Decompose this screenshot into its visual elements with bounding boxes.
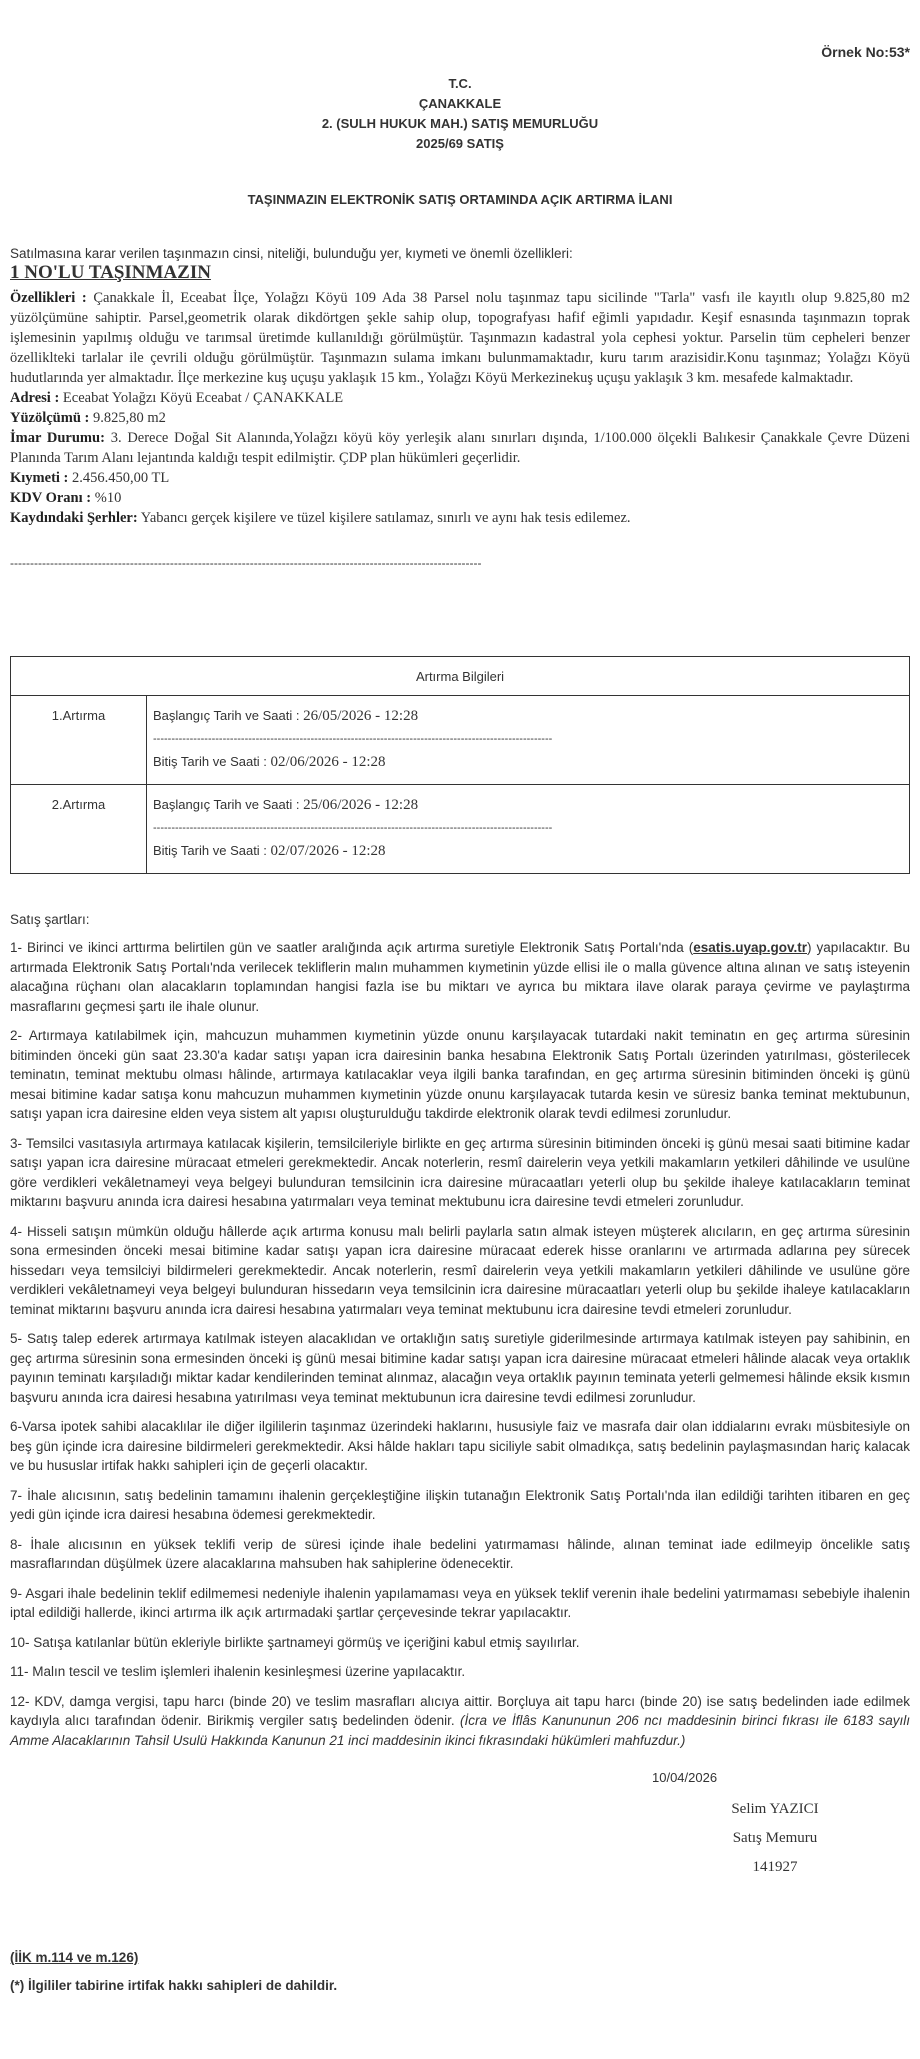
term-12-note: (İcra ve İflâs Kanununun 206 ncı maddesinin birinci fıkrası ile 6183 sayılı Amme Alacaklarının Tahsil Usulü Hakkında Kanunun 21 inci maddesinin ikinci fıkrasındaki hükümleri mahfuzdur.) xyxy=(10,1713,910,1748)
features-text: Çanakkale İl, Eceabat İlçe, Yolağzı Köyü 109 Ada 38 Parsel nolu taşınmaz tapu sicilinde "Tarla" vasfı ile kayıtlı olup 9.825,80 m2 yüzölçümüne sahiptir. Parsel,geometrik olarak dikdörtgen şekle sahip olup, topografyası hafif eğimli yapıdadır. Keşif esnasında taşınmazın toprak işlemesinin yapılmış olduğu ve tarımsal üretimde kullanıldığı görülmüştür. Taşınmazın kadastral yola cephesi yoktur. Parselin tüm cepheleri benzer özelliklteki tarlalar ile çevrili olduğu görülmüştür. Taşınmazın sulama imkanı bulunmamaktadır, kuru tarım arazisidir.Konu taşınmaz; Yolağzı Köyü hudutlarında yer almaktadır. İlçe merkezine kuş uçuşu yaklaşık 15 km., Yolağzı Köyü Merkezinekuş uçuşu yaklaşık 3 km. mesafede kalmaktadır. xyxy=(10,290,911,386)
round-dates xyxy=(147,696,910,785)
area-value: 9.825,80 m2 xyxy=(92,410,166,426)
header-file-no: 2025/69 SATIŞ xyxy=(416,136,504,151)
esatis-link[interactable]: esatis.uyap.gov.tr xyxy=(693,940,807,955)
law-reference: (İİK m.114 ve m.126) xyxy=(10,1950,139,1965)
header-tc: T.C. xyxy=(448,76,472,91)
term-9: 9- Asgari ihale bedelinin teklif edilmemesi nedeniyle ihalenin yapılamaması veya en yüksek teklif verenin ihale bedelini yatırmaması sebebiyle ihalenin iptal edildiği hallerde, ikinci artırma ilk açık artırmadaki şartlar çerçevesinde tekrar yapılacaktır. xyxy=(10,1585,910,1620)
terms-heading: Satış şartları: xyxy=(10,912,90,927)
signer-title: Satış Memuru xyxy=(732,1830,818,1846)
round-dates xyxy=(147,785,910,874)
end-label: Bitiş Tarih ve Saati : xyxy=(153,754,267,769)
term-10: 10- Satışa katılanlar bütün ekleriyle birlikte şartnameyi görmüş ve içeriğini kabul etmiş sayılırlar. xyxy=(10,1634,580,1650)
round-separator: ------------------------------------------------------------------------------------------------------------- xyxy=(153,822,553,834)
term-1-text-cont: ) yapılacaktır. Bu artırmada Elektronik Satış Portalı'nda verilecek tekliflerin malın muhammen kıymetinin yüzde ellisi ile o malla güvence altına alınan ve satış isteyenin alacağına rüçhanı olan alacakların toplamından hangisi fazla ise bu miktarı ve ayrıca bu miktara ilave olarak paraya çevirme ve paylaştırma masraflarını geçmesi şartı ile ihale olunur. xyxy=(10,940,910,1014)
term-1 xyxy=(10,938,910,1016)
term-12-text: 12- KDV, damga vergisi, tapu harcı (binde 20) ve teslim masrafları alıcıya aittir. Borçluya ait tapu harcı (binde 20) ise satış bedelinden iade edilmek kaydıyla alıcı tarafından ödenir. Birikmiş vergiler satış bedelinden ödenir. xyxy=(10,1693,910,1728)
encumbrance-value: Yabancı gerçek kişilere ve tüzel kişilere satılamaz, sınırlı ve aynı hak tesis edilemez. xyxy=(140,510,631,526)
property-details xyxy=(10,288,910,528)
term-1-text: 1- Birinci ve ikinci arttırma belirtilen gün ve saatler aralığında açık artırma suretiyle Elektronik Satış Portalı'nda ( xyxy=(10,940,694,955)
area-label: Yüzölçümü : xyxy=(10,410,90,426)
signer-id: 141927 xyxy=(752,1859,798,1875)
signature-block xyxy=(675,1795,875,1882)
term-3: 3- Temsilci vasıtasıyla artırmaya katılacak kişilerin, temsilcileriyle birlikte en geç artırma süresinin bitiminden önceki iş günü mesai saati bitimine kadar satışı yapan icra dairesine müracaat etmeleri gerekmektedir. Ancak noterlerin, resmî dairelerin veya yetkili makamların yetkileri dâhilinde ve usulüne göre verdikleri vekâletnameyi veya belgeyi bulunduran temsilcinin icra dairesine müracaatları yeterli olup bu şekilde ihaleye katılacakların teminat miktarını başvuru anında icra dairesi hesabına yatırmaları veya teminat mektubunu icra dairesine tevdi etmeleri zorunludur. xyxy=(10,1135,910,1209)
features-label: Özellikleri : xyxy=(10,290,87,306)
address-label: Adresi : xyxy=(10,390,60,406)
auction-table-header: Artırma Bilgileri xyxy=(11,657,910,696)
header-office: 2. (SULH HUKUK MAH.) SATIŞ MEMURLUĞU xyxy=(321,116,599,131)
property-zoning xyxy=(10,428,910,468)
term-12 xyxy=(10,1692,910,1751)
vat-value: %10 xyxy=(94,490,122,506)
encumbrance-label: Kaydındaki Şerhler: xyxy=(10,510,138,526)
vat-label: KDV Oranı : xyxy=(10,490,92,506)
signature-date: 10/04/2026 xyxy=(652,1770,718,1785)
round-name: 1.Artırma xyxy=(11,696,147,785)
example-number: Örnek No:53* xyxy=(821,44,910,60)
terms-list xyxy=(10,938,910,1760)
term-7: 7- İhale alıcısının, satış bedelinin tamamını ihalenin gerçekleştiğine ilişkin tutanağın Elektronik Satış Portalı'nda ilan edildiği tarihten itibaren en geç yedi gün içinde icra dairesi hesabına ödemesi gerekmektedir. xyxy=(10,1487,910,1522)
term-11: 11- Malın tescil ve teslim işlemleri ihalenin kesinleşmesi üzerine yapılacaktır. xyxy=(10,1664,466,1679)
term-8: 8- İhale alıcısının en yüksek teklifi verip de süresi içinde ihale bedelini yatırmaması hâlinde, alınan teminat iade edilmeyip öncelikle satış masraflarından düşülmek üzere alacaklarına mahsuben hak sahiplerine ödenecektir. xyxy=(10,1536,910,1571)
value-label: Kıymeti : xyxy=(10,470,69,486)
property-divider: ---------------------------------------------------------------------------------------------------------------------- xyxy=(10,556,482,570)
property-value xyxy=(10,468,910,488)
property-area xyxy=(10,408,910,428)
end-datetime: 02/06/2026 - 12:28 xyxy=(270,754,386,770)
property-features xyxy=(10,288,910,388)
auction-table xyxy=(10,656,910,874)
intro-text: Satılmasına karar verilen taşınmazın cinsi, niteliği, bulunduğu yer, kıymeti ve önemli özellikleri: xyxy=(10,246,573,261)
round-name: 2.Artırma xyxy=(11,785,147,874)
property-address xyxy=(10,388,910,408)
zoning-value: 3. Derece Doğal Sit Alanında,Yolağzı köyü köy yerleşik alanı sınırları dışında, 1/100.000 ölçekli Balıkesir Çanakkale Çevre Düzeni Planında Tarım Alanı lejantında kaldığı tespit edilmiştir. ÇDP plan hükümleri geçerlidir. xyxy=(10,430,911,466)
document-header xyxy=(10,74,910,154)
table-row xyxy=(11,696,910,785)
address-value: Eceabat Yolağzı Köyü Eceabat / ÇANAKKALE xyxy=(62,390,344,406)
term-6: 6-Varsa ipotek sahibi alacaklılar ile diğer ilgililerin taşınmaz üzerindeki haklarını, hususiyle faiz ve masrafa dair olan iddialarını evrakı müsbitesiyle on beş gün içinde icra dairesine bildirmeleri gerekmektedir. Aksi hâlde hakları tapu siciliyle sabit olmadıkça, satış bedelinin paylaşmasından hariç kalacak ve bu hususlar irtifak hakkı sahipleri için de geçerli olacaktır. xyxy=(10,1419,910,1473)
property-encumbrance xyxy=(10,508,910,528)
start-label: Başlangıç Tarih ve Saati : xyxy=(153,708,300,723)
end-label: Bitiş Tarih ve Saati : xyxy=(153,843,267,858)
announcement-title: TAŞINMAZIN ELEKTRONİK SATIŞ ORTAMINDA AÇIK ARTIRMA İLANI xyxy=(247,192,673,207)
table-row xyxy=(11,785,910,874)
start-label: Başlangıç Tarih ve Saati : xyxy=(153,797,300,812)
start-datetime: 25/06/2026 - 12:28 xyxy=(303,797,419,813)
round-separator: ------------------------------------------------------------------------------------------------------------- xyxy=(153,733,553,745)
value-amount: 2.456.450,00 TL xyxy=(72,470,170,486)
signer-name: Selim YAZICI xyxy=(731,1801,819,1817)
zoning-label: İmar Durumu: xyxy=(10,430,105,446)
property-title: 1 NO'LU TAŞINMAZIN xyxy=(10,262,211,283)
term-5: 5- Satış talep ederek artırmaya katılmak isteyen alacaklıdan ve ortaklığın satış suretiyle giderilmesinde artırmaya katılmak isteyen pay sahibinin, en geç artırma süresinin sona ermesinden önceki iş günü mesai bitimine kadar satışı yapan icra dairesine müracaat etmeleri hâlinde alacak veya ortaklık payının teminatı karşıladığı miktar kadar kendilerinden teminat alınmaz, alacağın veya ortaklık payının teminata yeterli gelmemesi hâlinde eksik kısmın başvuru anında icra dairesi hesabına yatırılması veya teminat mektubunun icra dairesine tevdi edilmesi zorunludur. xyxy=(10,1331,910,1405)
property-vat xyxy=(10,488,910,508)
term-4: 4- Hisseli satışın mümkün olduğu hâllerde açık artırma konusu malı belirli paylarla satın almak isteyen müşterek alıcıların, en geç artırma süresinin sona ermesinden önceki mesai bitimine kadar satışı yapan icra dairesine müracaat ederek hisse oranlarını ve artırmada adlarına pey sürecek hissedarı veya temsilciyi bildirmeleri gerekmektedir. Ancak noterlerin, resmî dairelerin veya yetkili makamların yetkileri dâhilinde ve usulüne göre verdikleri vekâletnameyi veya belgeyi bulunduran hissedarın veya temsilcinin icra dairesine müracaatları yeterli olup bu şekilde ihaleye katılacakların teminat miktarını başvuru anında icra dairesi hesabına yatırmaları veya teminat mektubunu icra dairesine tevdi etmeleri zorunludur. xyxy=(10,1223,910,1317)
end-datetime: 02/07/2026 - 12:28 xyxy=(270,843,386,859)
header-city: ÇANAKKALE xyxy=(418,96,502,111)
start-datetime: 26/05/2026 - 12:28 xyxy=(303,708,419,724)
footnote: (*) İlgililer tabirine irtifak hakkı sahipleri de dahildir. xyxy=(10,1978,338,1993)
term-2: 2- Artırmaya katılabilmek için, mahcuzun muhammen kıymetinin yüzde onunu karşılayacak tutardaki nakit teminatın en geç artırma süresinin bitiminden önceki gün saat 23.30'a kadar satışı yapan icra dairesinin banka hesabına Elektronik Satış Portalı üzerinden yatırılması, gösterilecek teminatın, teminat mektubu olması hâlinde, artırmaya katılacaklar veya ilgili banka tarafından, en geç artırma süresinin bitiminden önceki iş günü mesai bitimine kadar satışa konu mahcuzun muhammen kıymetinin yüzde onunu karşılayacak tutarda kesin ve süresiz banka teminat mektubunun, satışı yapan icra dairesine elden veya sistem alt yapısı oluşturulduğu takdirde elektronik olarak tevdi edilmesi zorunludur. xyxy=(10,1028,910,1121)
